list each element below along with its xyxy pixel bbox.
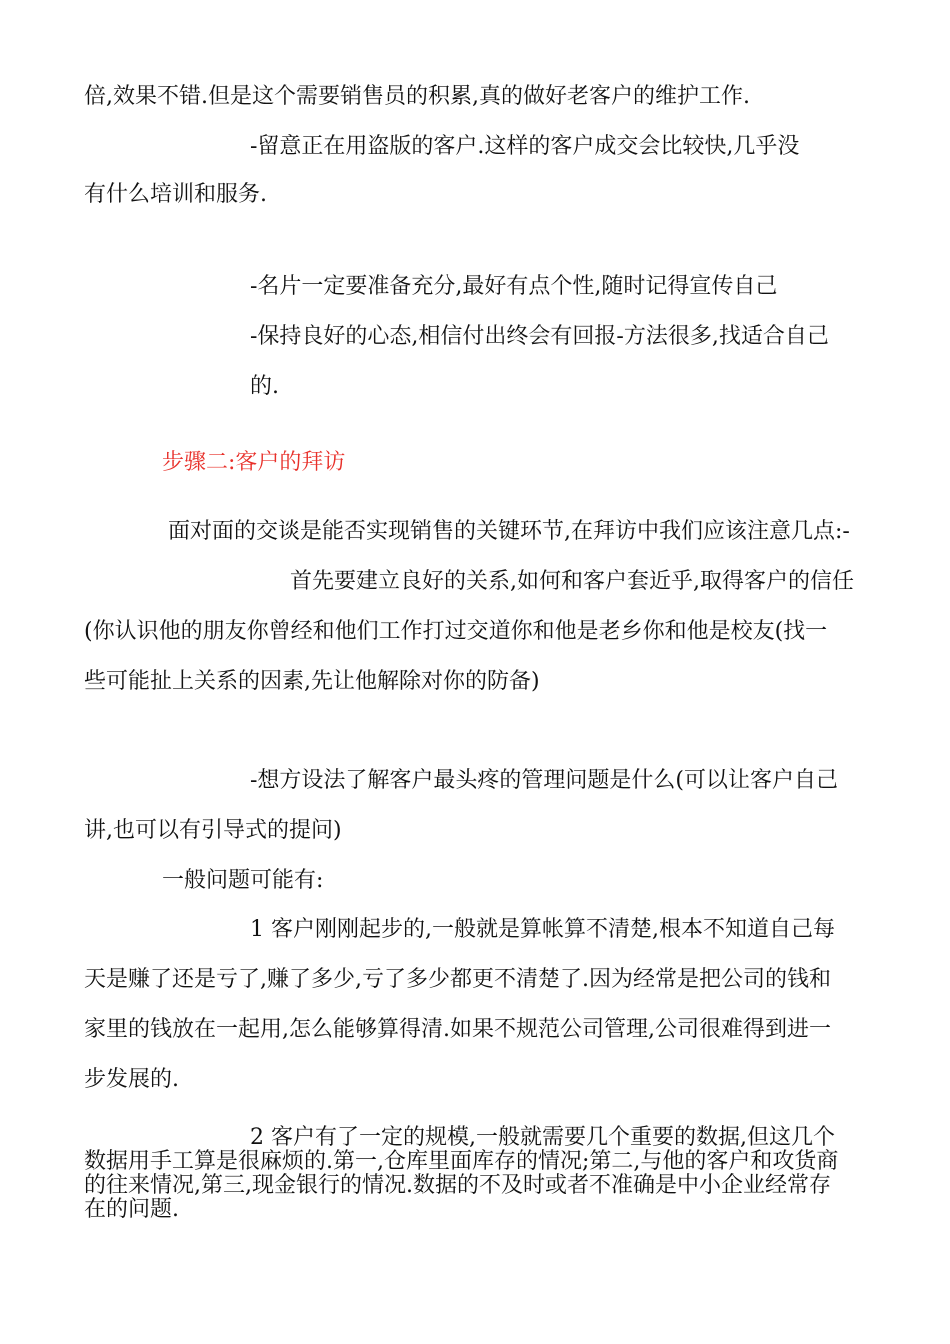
bullet-line: -想方设法了解客户最头疼的管理问题是什么(可以让客户自己 — [250, 768, 839, 793]
list-item-line: 2 客户有了一定的规模,一般就需要几个重要的数据,但这几个 — [250, 1125, 835, 1150]
paragraph-line: (你认识他的朋友你曾经和他们工作打过交道你和他是老乡你和他是校友(找一 — [84, 619, 828, 644]
paragraph-line: 的往来情况,第三,现金银行的情况.数据的不及时或者不准确是中小企业经常存 — [84, 1173, 831, 1198]
paragraph-line: 在的问题. — [84, 1197, 179, 1222]
paragraph-line: 一般问题可能有: — [162, 868, 324, 893]
paragraph-line: 倍,效果不错.但是这个需要销售员的积累,真的做好老客户的维护工作. — [84, 84, 750, 109]
paragraph-line: 讲,也可以有引导式的提问) — [84, 818, 342, 843]
bullet-line: -留意正在用盗版的客户.这样的客户成交会比较快,几乎没 — [250, 134, 800, 159]
paragraph-line: 面对面的交谈是能否实现销售的关键环节,在拜访中我们应该注意几点:- — [168, 519, 850, 544]
paragraph-line: 天是赚了还是亏了,赚了多少,亏了多少都更不清楚了.因为经常是把公司的钱和 — [84, 967, 831, 992]
paragraph-line: 有什么培训和服务. — [84, 182, 267, 207]
list-item-line: 1 客户刚刚起步的,一般就是算帐算不清楚,根本不知道自己每 — [250, 917, 835, 942]
paragraph-line: 家里的钱放在一起用,怎么能够算得清.如果不规范公司管理,公司很难得到进一 — [84, 1017, 831, 1042]
paragraph-line: 步发展的. — [84, 1067, 179, 1092]
paragraph-line: 的. — [250, 374, 279, 399]
bullet-line: -名片一定要准备充分,最好有点个性,随时记得宣传自己 — [250, 274, 778, 299]
bullet-line: -保持良好的心态,相信付出终会有回报-方法很多,找适合自己 — [250, 324, 829, 349]
paragraph-line: 首先要建立良好的关系,如何和客户套近乎,取得客户的信任 — [290, 569, 854, 594]
paragraph-line: 数据用手工算是很麻烦的.第一,仓库里面库存的情况;第二,与他的客户和攻货商 — [84, 1149, 839, 1174]
section-heading: 步骤二:客户的拜访 — [162, 450, 346, 475]
paragraph-line: 些可能扯上关系的因素,先让他解除对你的防备) — [84, 669, 540, 694]
